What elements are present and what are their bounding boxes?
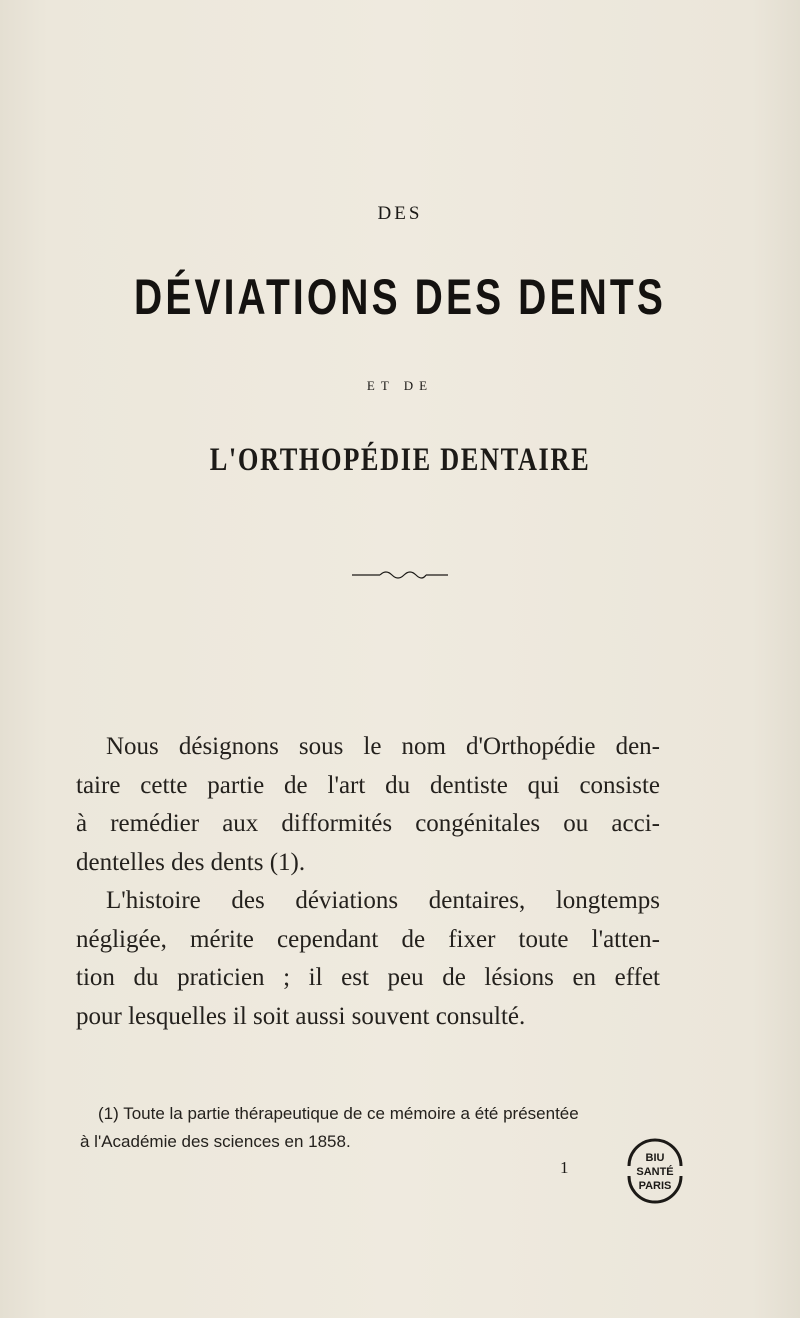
body-line: dentelles des dents (1).: [76, 848, 306, 876]
svg-text:BIU: BIU: [645, 1152, 665, 1164]
subtitle: L'ORTHOPÉDIE DENTAIRE: [209, 442, 591, 478]
title-et-de: ET DE: [366, 378, 434, 393]
footnote: [80, 1100, 664, 1156]
title-des: DES: [377, 203, 423, 224]
body-line: Nous désignons sous le nom d'Orthopédie den-: [106, 733, 660, 760]
body-line: L'histoire des déviations dentaires, longtemps: [106, 887, 660, 914]
ornament-divider-icon: [0, 565, 800, 585]
svg-text:SANTÉ: SANTÉ: [636, 1166, 674, 1178]
body-line: taire cette partie de l'art du dentiste qui consiste: [76, 771, 660, 799]
footnote-line: à l'Académie des sciences en 1858.: [80, 1132, 351, 1151]
svg-text:PARIS: PARIS: [638, 1180, 672, 1192]
page-number: 1: [560, 1158, 569, 1177]
library-stamp-icon: [617, 1136, 693, 1206]
body-line: pour lesquelles il soit aussi souvent consulté.: [76, 1002, 526, 1030]
main-title: DÉVIATIONS DES DENTS: [134, 269, 666, 325]
body-line: négligée, mérite cependant de fixer toute l'atten-: [76, 925, 660, 953]
footnote-line: (1) Toute la partie thérapeutique de ce mémoire a été présentée: [98, 1104, 579, 1123]
body-line: à remédier aux difformités congénitales ou acci-: [76, 810, 660, 837]
body-paragraphs: [76, 728, 660, 1036]
body-line: tion du praticien ; il est peu de lésions en effet: [76, 964, 660, 991]
